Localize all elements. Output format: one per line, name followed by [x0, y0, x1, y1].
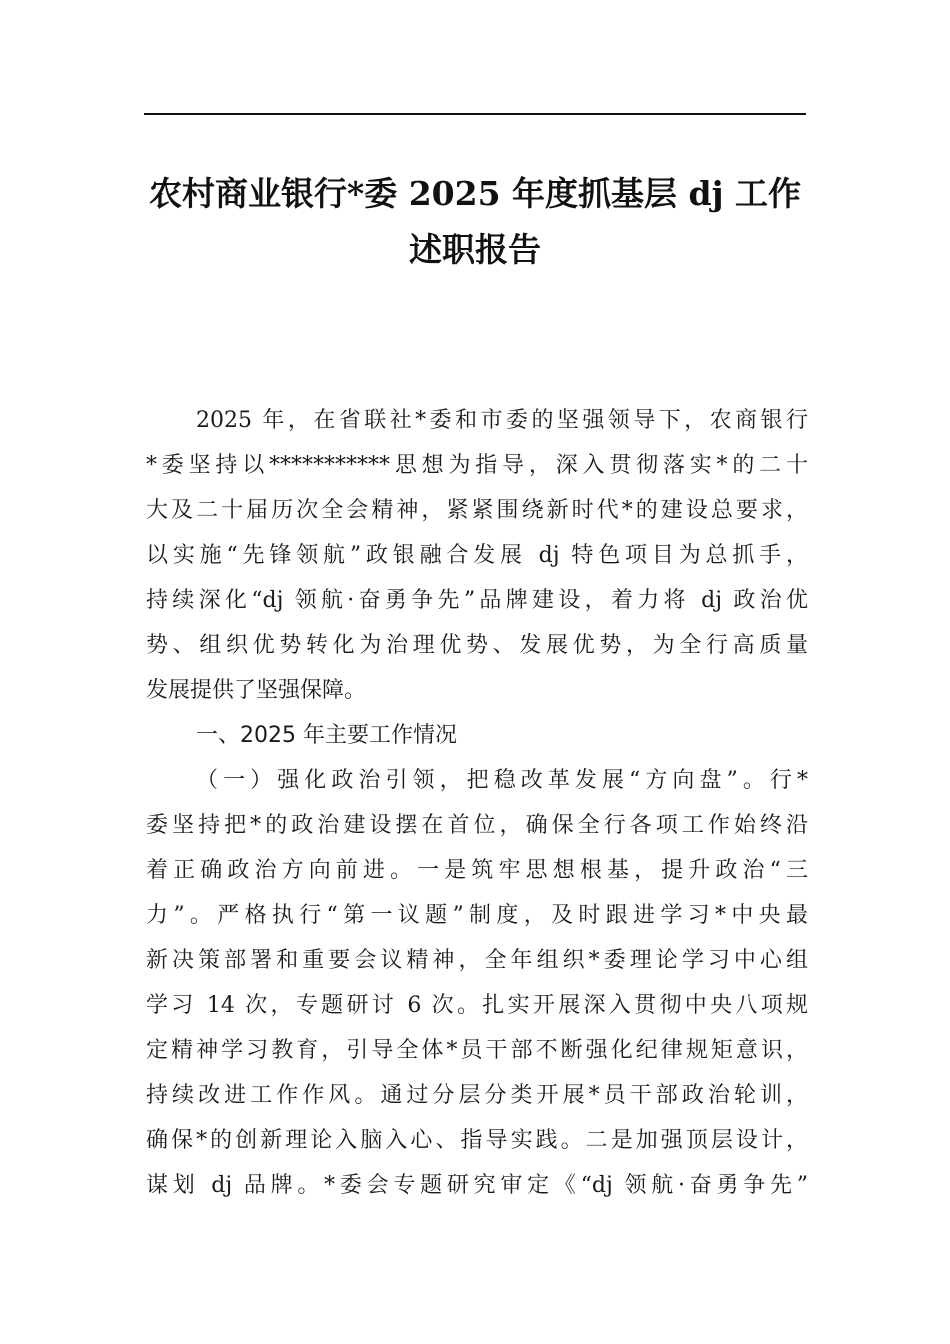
document-body [146, 398, 808, 1208]
paragraph-line: （一）强化政治引领，把稳改革发展“方向盘”。行* [196, 768, 808, 793]
paragraph-line: 持续深化“dj 领航·奋勇争先”品牌建设，着力将 dj 政治优 [146, 588, 808, 613]
paragraph-line: *委坚持以***********思想为指导，深入贯彻落实*的二十 [146, 453, 808, 478]
title-line-1: 农村商业银行*委 2025 年度抓基层 dj 工作 [148, 174, 802, 213]
section-heading: 一、2025 年主要工作情况 [196, 723, 457, 748]
paragraph-line: 新决策部署和重要会议精神，全年组织*委理论学习中心组 [146, 948, 808, 973]
paragraph-line: 确保*的创新理论入脑入心、指导实践。二是加强顶层设计， [146, 1128, 808, 1153]
paragraph-line: 着正确政治方向前进。一是筑牢思想根基，提升政治“三 [146, 858, 808, 883]
header-rule [144, 113, 806, 115]
paragraph-line: 以实施“先锋领航”政银融合发展 dj 特色项目为总抓手， [146, 543, 808, 568]
paragraph-line: 定精神学习教育，引导全体*员干部不断强化纪律规矩意识， [146, 1038, 808, 1063]
paragraph-line: 谋划 dj 品牌。*委会专题研究审定《“dj 领航·奋勇争先” [146, 1173, 808, 1198]
paragraph-line: 势、组织优势转化为治理优势、发展优势，为全行高质量 [146, 633, 808, 658]
paragraph-line: 2025 年，在省联社*委和市委的坚强领导下，农商银行 [196, 408, 808, 433]
paragraph-line: 委坚持把*的政治建设摆在首位，确保全行各项工作始终沿 [146, 813, 808, 838]
paragraph-line: 学习 14 次，专题研讨 6 次。扎实开展深入贯彻中央八项规 [146, 993, 808, 1018]
title-line-2: 述职报告 [409, 230, 541, 269]
paragraph-line: 持续改进工作作风。通过分层分类开展*员干部政治轮训， [146, 1083, 808, 1108]
paragraph-line: 发展提供了坚强保障。 [146, 678, 367, 703]
paragraph-line: 大及二十届历次全会精神，紧紧围绕新时代*的建设总要求， [146, 498, 808, 523]
document-title [130, 166, 820, 278]
paragraph-line: 力”。严格执行“第一议题”制度，及时跟进学习*中央最 [146, 903, 808, 928]
